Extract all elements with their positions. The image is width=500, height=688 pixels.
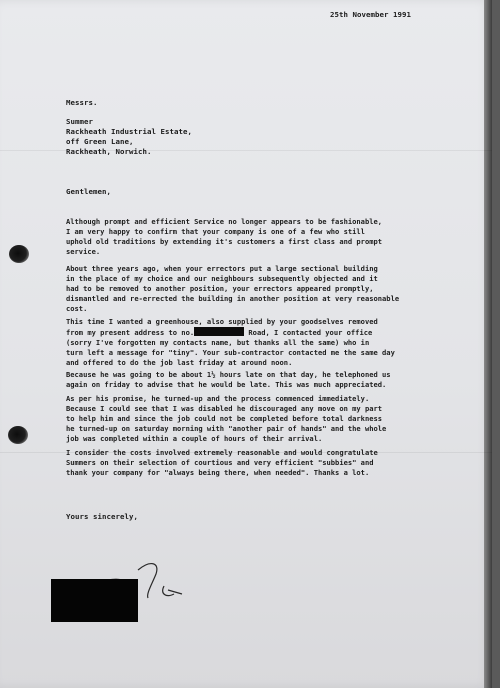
paragraph-line: dismantled and re-errected the building in another position at very reasonable xyxy=(66,294,400,304)
paragraph-line: Because he was going to be about 1½ hours late on that day, he telephoned us xyxy=(66,370,391,379)
paragraph-line: thank your company for "always being there, when needed". Thanks a lot. xyxy=(66,468,370,478)
paragraph-line-redacted xyxy=(66,327,466,338)
paragraph-line: Because I could see that I was disabled he discouraged any move on my part xyxy=(66,404,383,414)
paragraph-2 xyxy=(66,264,466,314)
paragraph-line: I consider the costs involved extremely reasonable and would congratulate xyxy=(66,448,378,457)
paragraph-6 xyxy=(66,448,466,478)
paragraph-text: from my present address to no. xyxy=(66,328,195,338)
paragraph-line: Summers on their selection of courtious and very efficient "subbies" and xyxy=(66,458,374,468)
recipient-address-line: Rackheath Industrial Estate, xyxy=(66,127,192,136)
punch-hole xyxy=(9,245,29,263)
punch-hole xyxy=(8,426,28,444)
paragraph-4 xyxy=(66,370,466,390)
redaction-box xyxy=(194,327,244,336)
paragraph-line: cost. xyxy=(66,304,88,314)
signature-redaction-box xyxy=(51,579,138,622)
paragraph-5 xyxy=(66,394,466,444)
recipient-address-line: Summer xyxy=(66,117,93,126)
paragraph-line: Although prompt and efficient Service no longer appears to be fashionable, xyxy=(66,217,383,226)
paragraph-line: he turned-up on saturday morning with "another pair of hands" and the whole xyxy=(66,424,387,434)
paragraph-line: As per his promise, he turned-up and the process commenced immediately. xyxy=(66,394,370,403)
page-edge-shadow xyxy=(484,0,492,688)
paragraph-line: turn left a message for "tiny". Your sub-contractor contacted me the same day xyxy=(66,348,395,358)
paragraph-line: had to be removed to another position, your errectors appeared promptly, xyxy=(66,284,374,294)
paragraph-line: job was completed within a couple of hours of their arrival. xyxy=(66,434,323,444)
paragraph-line: uphold old traditions by extending it's customers a first class and prompt xyxy=(66,237,383,247)
paragraph-line: This time I wanted a greenhouse, also supplied by your goodselves removed xyxy=(66,317,378,326)
paragraph-line: (sorry I've forgotten my contacts name, but thanks all the same) who in xyxy=(66,338,370,348)
paragraph-line: I am very happy to confirm that your company is one of a few who still xyxy=(66,227,365,237)
paragraph-text: Road, I contacted your office xyxy=(248,328,373,338)
paragraph-3 xyxy=(66,317,466,368)
recipient-address-line: off Green Lane, xyxy=(66,137,134,146)
paragraph-1 xyxy=(66,217,466,257)
recipient-address-line: Rackheath, Norwich. xyxy=(66,147,152,156)
greeting: Gentlemen, xyxy=(66,187,111,196)
recipient-salutation: Messrs. xyxy=(66,98,98,107)
paragraph-line: in the place of my choice and our neighbours subsequently objected and it xyxy=(66,274,378,284)
closing: Yours sincerely, xyxy=(66,512,138,521)
paragraph-line: service. xyxy=(66,247,101,257)
paragraph-line: and offered to do the job last friday at around noon. xyxy=(66,358,293,368)
letter-date: 25th November 1991 xyxy=(330,10,411,19)
paragraph-line: to help him and since the job could not be completed before total darkness xyxy=(66,414,383,424)
paragraph-line: again on friday to advise that he would be late. This was much appreciated. xyxy=(66,380,387,390)
paragraph-line: About three years ago, when your errectors put a large sectional building xyxy=(66,264,378,273)
